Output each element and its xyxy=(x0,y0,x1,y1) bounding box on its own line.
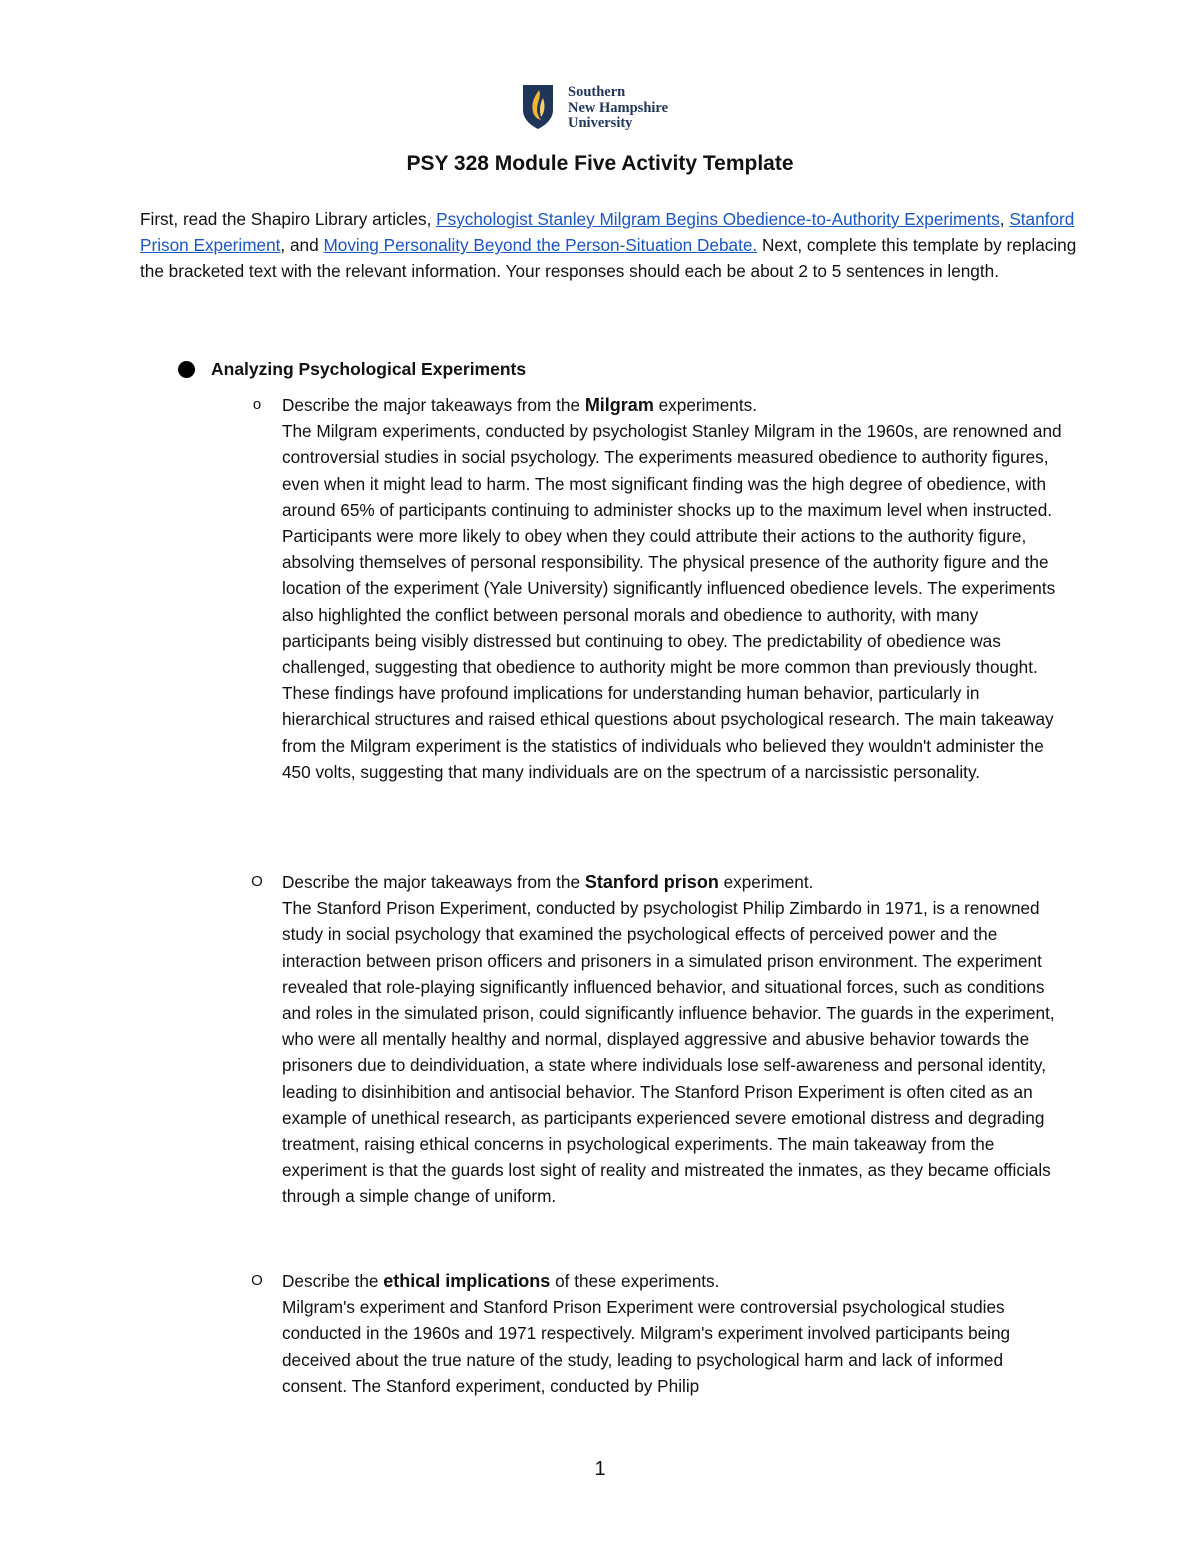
answer-text: The Milgram experiments, conducted by psychologist Stanley Milgram in the 1960s, are renowned and controversial studies in social psychology. The experiments measured obedience to authority figures, even when it might lead to harm. The most significant finding was the high degree of obedience, with around 65% of participants continuing to administer shocks up to the maximum level when instructed. Participants were more likely to obey when they could attribute their actions to the authority figure, absolving themselves of personal responsibility. The physical presence of the authority figure and the location of the experiment (Yale University) significantly influenced obedience levels. The experiments also highlighted the conflict between personal morals and obedience to authority, with many participants being visibly distressed but continuing to obey. The predictability of obedience was challenged, suggesting that obedience to authority might be more common than previously thought. These findings have profound implications for understanding human behavior, particularly in hierarchical structures and raised ethical questions about psychological research. The main takeaway from the Milgram experiment is the statistics of individuals who believed they wouldn't administer the 450 volts, suggesting that many individuals are on the spectrum of a narcissistic personality. xyxy=(282,421,1062,782)
intro-text-2: , xyxy=(999,209,1010,229)
hollow-circle-bullet-icon: O xyxy=(251,1272,263,1289)
intro-text-3: , and xyxy=(280,235,324,256)
intro-text-1: First, read the Shapiro Library articles, xyxy=(140,209,437,229)
list-item-milgram xyxy=(247,392,1067,785)
university-name xyxy=(568,85,668,132)
prompt-text-end: experiments. xyxy=(653,395,757,415)
milgram-article-link[interactable]: Psychologist Stanley Milgram Begins Obedience-to-Authority Experiments xyxy=(436,209,1000,229)
question-prompt xyxy=(282,392,1067,418)
prompt-text: Describe the major takeaways from the xyxy=(282,872,585,892)
prompt-emphasis: ethical implications xyxy=(383,1271,551,1291)
item-body xyxy=(282,392,1067,785)
item-body xyxy=(282,1268,1067,1399)
shield-flame-logo-icon xyxy=(522,84,554,130)
hollow-circle-bullet-icon: O xyxy=(251,873,263,890)
section-title: Analyzing Psychological Experiments xyxy=(211,359,527,379)
answer-text: The Stanford Prison Experiment, conducted by psychologist Philip Zimbardo in 1971, is a renowned study in social psychology that examined the psychological effects of perceived power and the interaction between prison officers and prisoners in a simulated prison environment. The experiment revealed that role-playing significantly influenced behavior, and situational forces, such as conditions and roles in the simulated prison, could significantly influence behavior. The guards in the experiment, who were all mentally healthy and normal, displayed aggressive and abusive behavior towards the prisoners due to deindividuation, a state where individuals lose self-awareness and personal identity, leading to disinhibition and antisocial behavior. The Stanford Prison Experiment is often cited as an example of unethical research, as participants experienced severe emotional distress and degrading treatment, raising ethical concerns in psychological experiments. The main takeaway from the experiment is that the guards lost sight of reality and mistreated the inmates, as they became officials through a simple change of uniform. xyxy=(282,898,1055,1207)
intro-text-4: Next, complete this template by replacing the bracketed text with the relevant information. Your responses should each be about 2 to 5 sentences in length. xyxy=(140,235,1077,282)
stanford-article-link[interactable]: Stanford Prison Experiment xyxy=(140,209,1075,256)
prompt-text-end: of these experiments. xyxy=(550,1271,720,1291)
question-prompt xyxy=(282,869,1067,895)
prompt-emphasis: Stanford prison xyxy=(584,872,719,892)
question-prompt xyxy=(282,1268,1067,1294)
filled-circle-bullet-icon xyxy=(178,361,195,378)
logo-line-1: Southern xyxy=(568,84,626,100)
prompt-text: Describe the xyxy=(282,1271,384,1291)
logo-line-2: New Hampshire xyxy=(568,99,669,116)
prompt-text-end: experiment. xyxy=(718,872,814,892)
answer-text: Milgram's experiment and Stanford Prison Experiment were controversial psychological studies conducted in the 1960s and 1971 respectively. Milgram's experiment involved participants being deceived about the true nature of the study, leading to psychological harm and lack of informed consent. The Stanford experiment, conducted by Philip xyxy=(282,1297,1011,1396)
logo-line-3: University xyxy=(568,115,633,131)
university-logo xyxy=(522,84,692,134)
list-item-stanford xyxy=(247,869,1067,1210)
personality-article-link[interactable]: Moving Personality Beyond the Person-Situation Debate. xyxy=(323,235,758,256)
document-title: PSY 328 Module Five Activity Template xyxy=(406,152,794,175)
prompt-emphasis: Milgram xyxy=(584,395,654,415)
list-item-ethics xyxy=(247,1268,1067,1399)
intro-paragraph xyxy=(140,206,1080,285)
prompt-text: Describe the major takeaways from the xyxy=(282,395,585,415)
page-number: 1 xyxy=(594,1458,606,1480)
item-body xyxy=(282,869,1067,1210)
hollow-circle-bullet-icon: o xyxy=(252,396,262,413)
